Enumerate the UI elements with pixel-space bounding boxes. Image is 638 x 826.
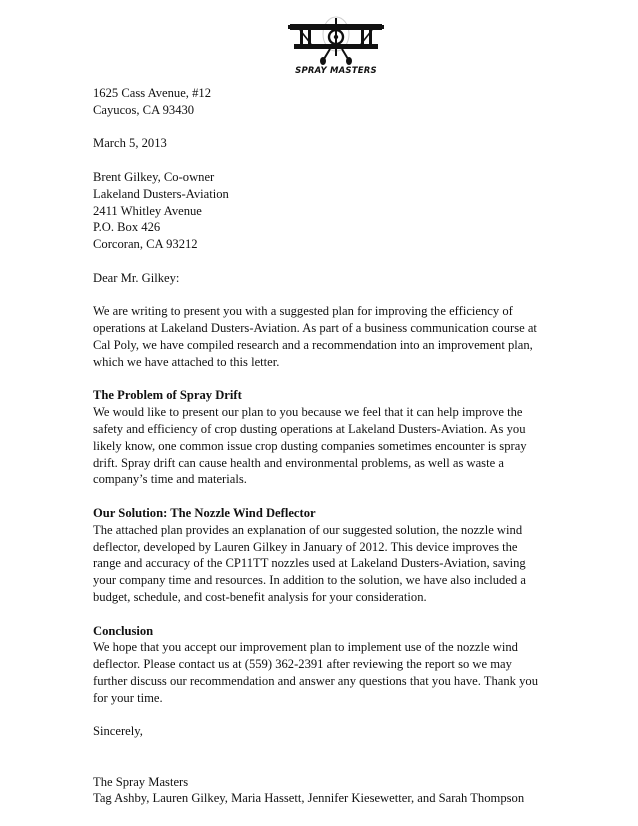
salutation: Dear Mr. Gilkey: [93, 270, 180, 285]
letter-date: March 5, 2013 [93, 136, 167, 151]
paragraph-line: further discuss our recommendation and answer any questions that you have. Thank you [93, 673, 538, 688]
logo-wordmark: SPRAY MASTERS [295, 66, 377, 76]
paragraph-line: your company time and resources. In addition to the solution, we have also included a [93, 573, 526, 588]
signature-block [93, 774, 553, 808]
paragraph-line: deflector, developed by Lauren Gilkey in January of 2012. This device improves the [93, 539, 518, 554]
paragraph-line: The attached plan provides an explanation of our suggested solution, the nozzle wind [93, 522, 523, 537]
section-heading: The Problem of Spray Drift [93, 388, 242, 403]
sender-city: Cayucos, CA 93430 [93, 102, 195, 117]
paragraph-line: Cal Poly, we have compiled research and a recommendation into an improvement plan, [93, 337, 533, 352]
sender-street: 1625 Cass Avenue, #12 [93, 86, 211, 100]
intro-paragraph [93, 303, 553, 370]
paragraph-line: likely know, one common issue crop dusting companies sometimes encounter is spray [93, 438, 527, 453]
section-solution [93, 505, 553, 606]
paragraph-line: drift. Spray drift can cause health and environmental problems, as well as waste a [93, 455, 504, 470]
paragraph-line: for your time. [93, 690, 163, 705]
paragraph-line: range and accuracy of the CP11TT nozzles used at Lakeland Dusters-Aviation, saving [93, 556, 526, 571]
paragraph-line: We are writing to present you with a suggested plan for improving the efficiency of [93, 304, 513, 319]
paragraph-line: safety and efficiency of crop dusting operations at Lakeland Dusters-Aviation. As you [93, 421, 526, 436]
paragraph-line: We would like to present our plan to you because we feel that it can help improve the [93, 405, 523, 420]
section-heading: Conclusion [93, 623, 154, 638]
paragraph-line: deflector. Please contact us at (559) 362-2391 after reviewing the report so we may [93, 657, 512, 672]
recipient-po-box: P.O. Box 426 [93, 220, 161, 235]
paragraph-line: company’s time and materials. [93, 472, 247, 487]
signature-group: The Spray Masters [93, 774, 189, 789]
paragraph-line: operations at Lakeland Dusters-Aviation. As part of a business communication course at [93, 321, 537, 336]
letter-body [93, 85, 553, 807]
paragraph-line: budget, schedule, and cost-benefit analysis for your consideration. [93, 589, 427, 604]
recipient-city: Corcoran, CA 93212 [93, 237, 198, 252]
closing: Sincerely, [93, 724, 143, 739]
biplane-logo-icon [286, 14, 386, 66]
recipient-address [93, 169, 553, 253]
company-logo [286, 14, 386, 80]
sender-address [93, 85, 553, 119]
paragraph-line: We hope that you accept our improvement plan to implement use of the nozzle wind [93, 640, 518, 655]
paragraph-line: which we have attached to this letter. [93, 354, 280, 369]
section-heading: Our Solution: The Nozzle Wind Deflector [93, 505, 316, 520]
section-problem [93, 387, 553, 488]
signature-members: Tag Ashby, Lauren Gilkey, Maria Hassett, Jennifer Kiesewetter, and Sarah Thompson [93, 791, 525, 806]
recipient-company: Lakeland Dusters-Aviation [93, 186, 229, 201]
section-conclusion [93, 623, 553, 707]
recipient-name: Brent Gilkey, Co-owner [93, 169, 215, 184]
recipient-street: 2411 Whitley Avenue [93, 203, 202, 218]
